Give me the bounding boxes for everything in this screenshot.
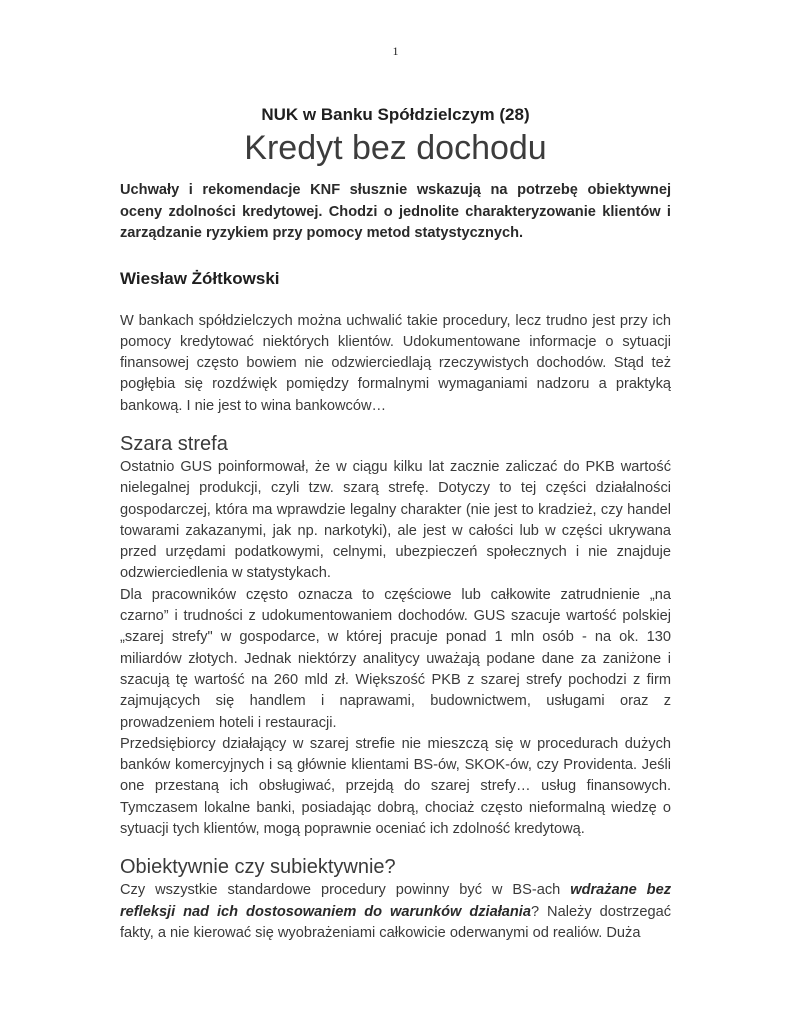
emphasized-text: wdrażane bez refleksji nad ich dostosowaniem do warunków działania [120,882,671,920]
series-kicker: NUK w Banku Spółdzielczym (28) [261,105,530,124]
section-paragraph [120,880,671,944]
article-title: Kredyt bez dochodu [244,129,547,167]
intro-paragraph: W bankach spółdzielczych można uchwalić takie procedury, lecz trudno jest przy ich pomocy kredytować niektórych klientów. Udokumentowane informacje o sytuacji finansowej często bowiem nie odzwierciedlają rzeczywistych dochodów. Stąd też pogłębia się rozdźwięk pomiędzy formalnymi wymaganiami nadzoru a praktyką bankową. I nie jest to wina bankowców… [120,312,671,414]
section-paragraph: Przedsiębiorcy działający w szarej strefie nie mieszczą się w procedurach dużych banków komercyjnych i są głównie klientami BS-ów, SKOK-ów, czy Providenta. Jeśli one przestaną ich obsługiwać, przejdą do szarej strefy… usług finansowych. Tymczasem lokalne banki, posiadając dobrą, chociaż często nieformalną wiedzę o sytuacji tych klientów, mogą poprawnie oceniać ich zdolność kredytową. [120,735,671,838]
lead-paragraph: Uchwały i rekomendacje KNF słusznie wskazują na potrzebę obiektywnej oceny zdolności kredytowej. Chodzi o jednolite charakteryzowanie klientów i zarządzanie ryzykiem przy pomocy metod statystycznych. [120,182,671,241]
section-paragraph: Dla pracowników często oznacza to częściowe lub całkowite zatrudnienie „na czarno” i trudności z udokumentowaniem dochodów. GUS szacuje wartość polskiej „szarej strefy" w gospodarce, w której pracuje ponad 1 mln osób - na ok. 130 miliardów złotych. Jednak niektórzy analitycy uważają podane dane za zaniżone i szacują tę wartość na 260 mld zł. Większość PKB z szarej strefy pochodzi z firm zajmujących się handlem i naprawami, budownictwem, usługami oraz z prowadzeniem hoteli i restauracji. [120,586,671,731]
section-paragraph: Ostatnio GUS poinformował, że w ciągu kilku lat zacznie zaliczać do PKB wartość nielegalnej produkcji, czyli tzw. szarą strefę. Dotyczy to tej części działalności gospodarczej, która ma wprawdzie legalny charakter (nie jest to kradzież, czy handel towarami zakazanymi, jak np. narkotyki), ale jest w całości lub w części ukrywana przed urzędami podatkowymi, celnymi, ubezpieczeń społecznych i nie znajduje odzwierciedlenia w statystykach. [120,458,671,582]
author-name: Wiesław Żółtkowski [120,268,280,288]
section-heading-obiektywnie: Obiektywnie czy subiektywnie? [120,856,396,879]
section-heading-szara-strefa: Szara strefa [120,432,228,455]
page-number: 1 [392,44,399,58]
article-header [0,104,791,168]
article-body [120,180,671,944]
paragraph-text: ? Należy dostrzegać fakty, a nie kierować się wyobrażeniami całkowicie oderwanymi od realiów. Duża [120,903,671,941]
paragraph-text: Czy wszystkie standardowe procedury powinny być w BS-ach [120,882,571,899]
